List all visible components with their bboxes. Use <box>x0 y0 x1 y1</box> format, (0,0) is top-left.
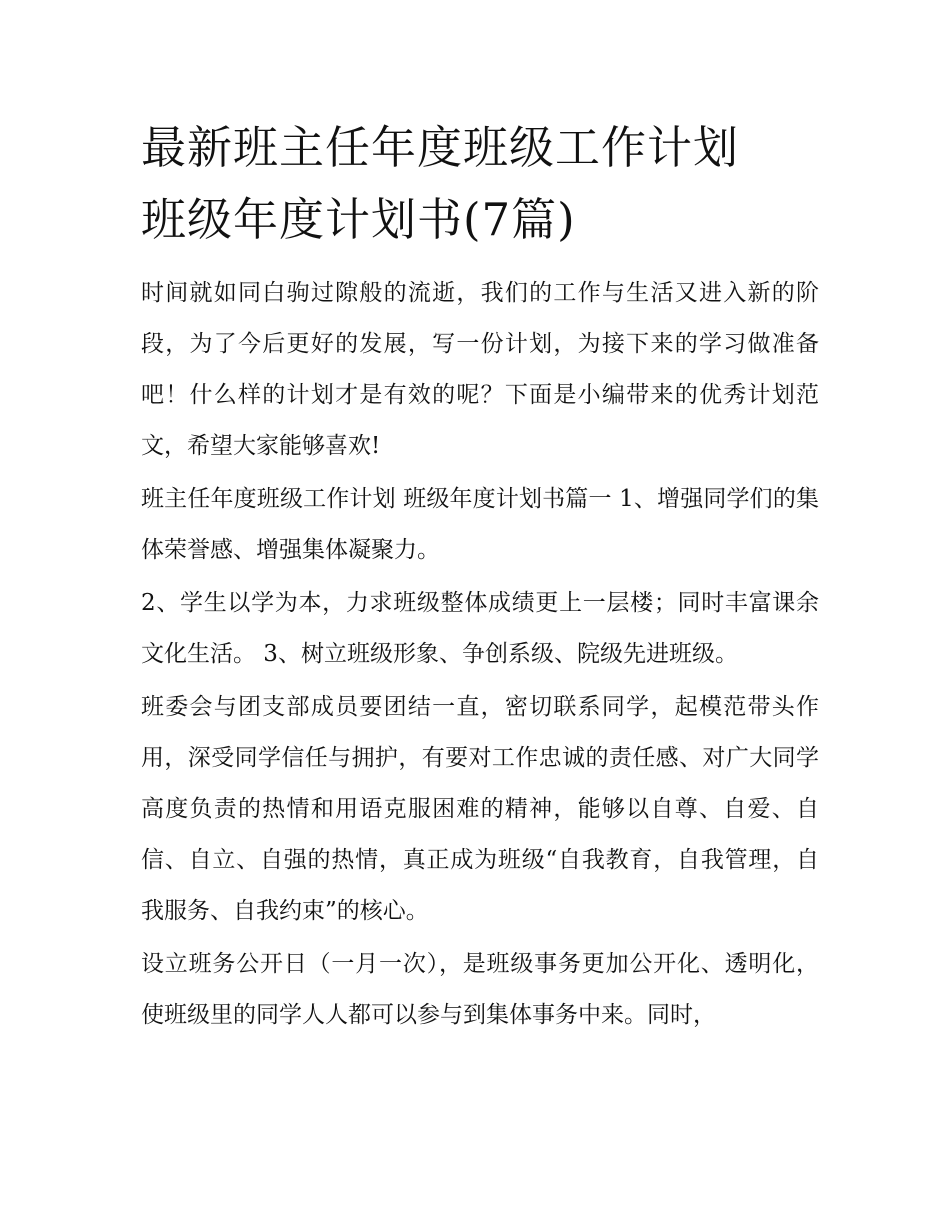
paragraph-plan-1: 班主任年度班级工作计划 班级年度计划书篇一 1、增强同学们的集体荣誉感、增强集体凝聚力。 <box>141 486 819 563</box>
document-title <box>141 112 819 256</box>
paragraph-committee: 班委会与团支部成员要团结一直，密切联系同学，起模范带头作用，深受同学信任与拥护，有要对工作忠诚的责任感、对广大同学高度负责的热情和用语克服困难的精神，能够以自尊、自爱、自信、自立、自强的热情，真正成为班级“自我教育，自我管理，自我服务、自我约束”的核心。 <box>141 694 819 924</box>
document-body <box>141 112 819 1043</box>
paragraph-intro: 时间就如同白驹过隙般的流逝，我们的工作与生活又进入新的阶段，为了今后更好的发展，写一份计划，为接下来的学习做准备吧！什么样的计划才是有效的呢？下面是小编带来的优秀计划范文，希望大家能够喜欢! <box>141 280 819 459</box>
title-line-2: 班级年度计划书(7篇) <box>141 193 576 246</box>
title-line-1: 最新班主任年度班级工作计划 <box>141 121 740 174</box>
paragraph-open-day: 设立班务公开日（一月一次），是班级事务更加公开化、透明化，使班级里的同学人人都可以参与到集体事务中来。同时， <box>141 951 819 1028</box>
paragraph-plan-2: 2、学生以学为本，力求班级整体成绩更上一层楼；同时丰富课余文化生活。 3、树立班级形象、争创系级、院级先进班级。 <box>141 590 819 667</box>
